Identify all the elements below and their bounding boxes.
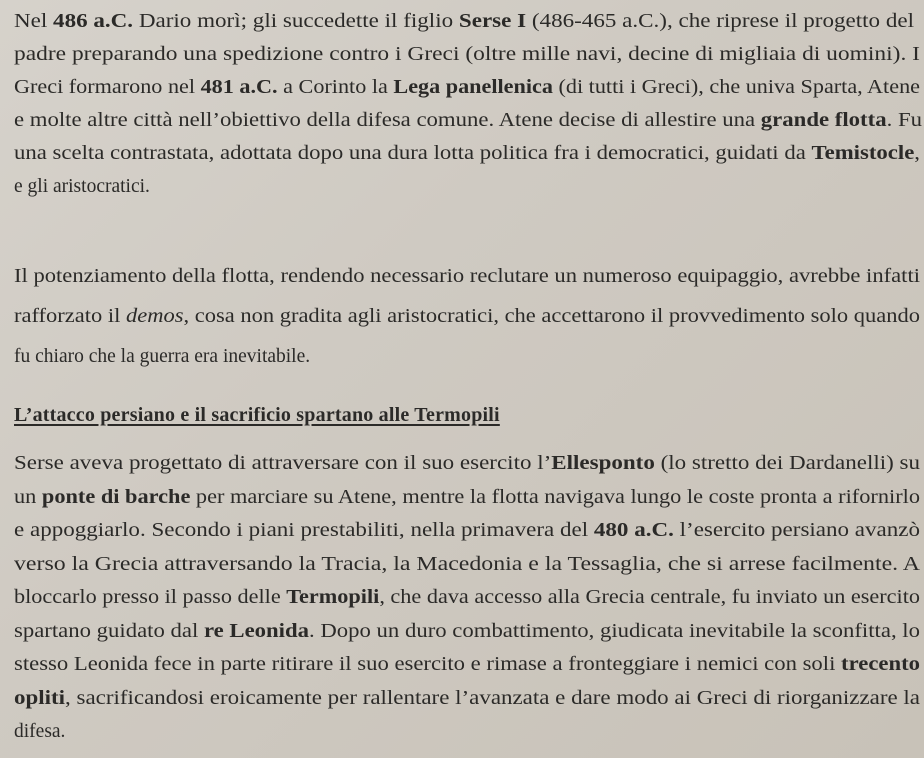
text-line xyxy=(14,519,920,543)
text-run: , cosa non gradita agli aristocratici, che accettarono il provvedimento solo quando xyxy=(183,306,921,327)
bold-term: re Leonida xyxy=(203,620,310,642)
text-run: una scelta contrastata, adottata dopo una dura lotta politica fra i democratici, guidati da xyxy=(14,143,812,164)
text-run: Dario morì; gli succedette il figlio xyxy=(133,11,459,32)
text-run: verso la Grecia attraversando la Tracia, la Macedonia e la Tessaglia, che si arrese facilmente. A xyxy=(14,553,920,575)
text-line xyxy=(14,10,914,34)
text-run: Il potenziamento della flotta, rendendo necessario reclutare un numeroso equipaggio, avrebbe infatti xyxy=(14,266,921,287)
bold-term: 486 a.C. xyxy=(53,11,134,32)
text-run: Nel xyxy=(14,11,54,32)
bold-term: ponte di barche xyxy=(41,486,191,508)
text-run: e appoggiarlo. Secondo i piani prestabiliti, nella primavera del xyxy=(14,520,594,541)
text-run: un xyxy=(14,486,42,508)
text-line xyxy=(14,452,920,476)
bold-term: Temistocle xyxy=(811,143,915,164)
text-line xyxy=(14,76,920,100)
text-run: difesa. xyxy=(14,721,66,742)
text-line xyxy=(14,486,920,510)
text-run: Greci formarono nel xyxy=(14,77,201,98)
text-run: bloccarlo presso il passo delle xyxy=(14,587,287,608)
text-line xyxy=(14,687,920,711)
italic-term: demos xyxy=(126,306,184,327)
bold-term: grande flotta xyxy=(760,110,887,131)
text-run: (486-465 a.C.), che riprese il progetto del xyxy=(526,11,914,32)
text-run: rafforzato il xyxy=(14,306,127,327)
section-title: L’attacco persiano e il sacrificio spartano alle Termopili xyxy=(14,404,500,426)
text-line xyxy=(14,586,920,610)
text-run: per marciare su Atene, mentre la flotta navigava lungo le coste pronta a rifornirlo xyxy=(190,486,921,508)
bold-term: Lega panellenica xyxy=(393,77,553,98)
bold-term: Serse I xyxy=(458,11,527,32)
text-run: Serse aveva progettato di attraversare con il suo esercito l’ xyxy=(14,453,552,474)
text-run: . Dopo un duro combattimento, giudicata inevitabile la sconfitta, lo xyxy=(309,620,920,642)
bold-term: 481 a.C. xyxy=(200,77,278,98)
text-line xyxy=(14,175,150,199)
text-line xyxy=(14,142,920,166)
text-run: l’esercito persiano avanzò xyxy=(673,520,921,541)
bold-term: Termopili xyxy=(286,587,380,608)
text-line xyxy=(14,620,920,644)
text-line xyxy=(14,305,920,329)
text-line xyxy=(14,345,310,369)
bold-term: trecento xyxy=(841,654,920,675)
text-run: , xyxy=(914,143,921,164)
text-line xyxy=(14,265,920,289)
text-run: . Fu xyxy=(886,110,923,131)
text-run: (di tutti i Greci), che univa Sparta, Atene xyxy=(552,77,920,98)
text-run: e gli aristocratici. xyxy=(14,176,150,197)
bold-term: Ellesponto xyxy=(551,453,655,474)
text-run: , che dava accesso alla Grecia centrale, fu inviato un esercito xyxy=(379,587,921,608)
text-line xyxy=(14,109,922,133)
text-run: , sacrificandosi eroicamente per rallentare l’avanzata e dare modo ai Greci di riorganizzare la xyxy=(65,687,920,709)
text-line xyxy=(14,553,920,577)
text-line xyxy=(14,653,920,677)
bold-term: 480 a.C. xyxy=(593,520,674,541)
text-run: fu chiaro che la guerra era inevitabile. xyxy=(14,346,311,367)
text-line xyxy=(14,43,920,67)
text-run: e molte altre città nell’obiettivo della difesa comune. Atene decise di allestire una xyxy=(14,110,761,131)
text-run: a Corinto la xyxy=(277,77,394,98)
text-line xyxy=(14,720,65,744)
bold-term: opliti xyxy=(14,687,66,709)
text-run: (lo stretto dei Dardanelli) su xyxy=(654,453,920,474)
text-run: spartano guidato dal xyxy=(14,620,204,642)
text-run: stesso Leonida fece in parte ritirare il suo esercito e rimase a fronteggiare i nemici con soli xyxy=(14,654,842,675)
text-run: padre preparando una spedizione contro i Greci (oltre mille navi, decine di migliaia di uomini). I xyxy=(14,44,920,65)
